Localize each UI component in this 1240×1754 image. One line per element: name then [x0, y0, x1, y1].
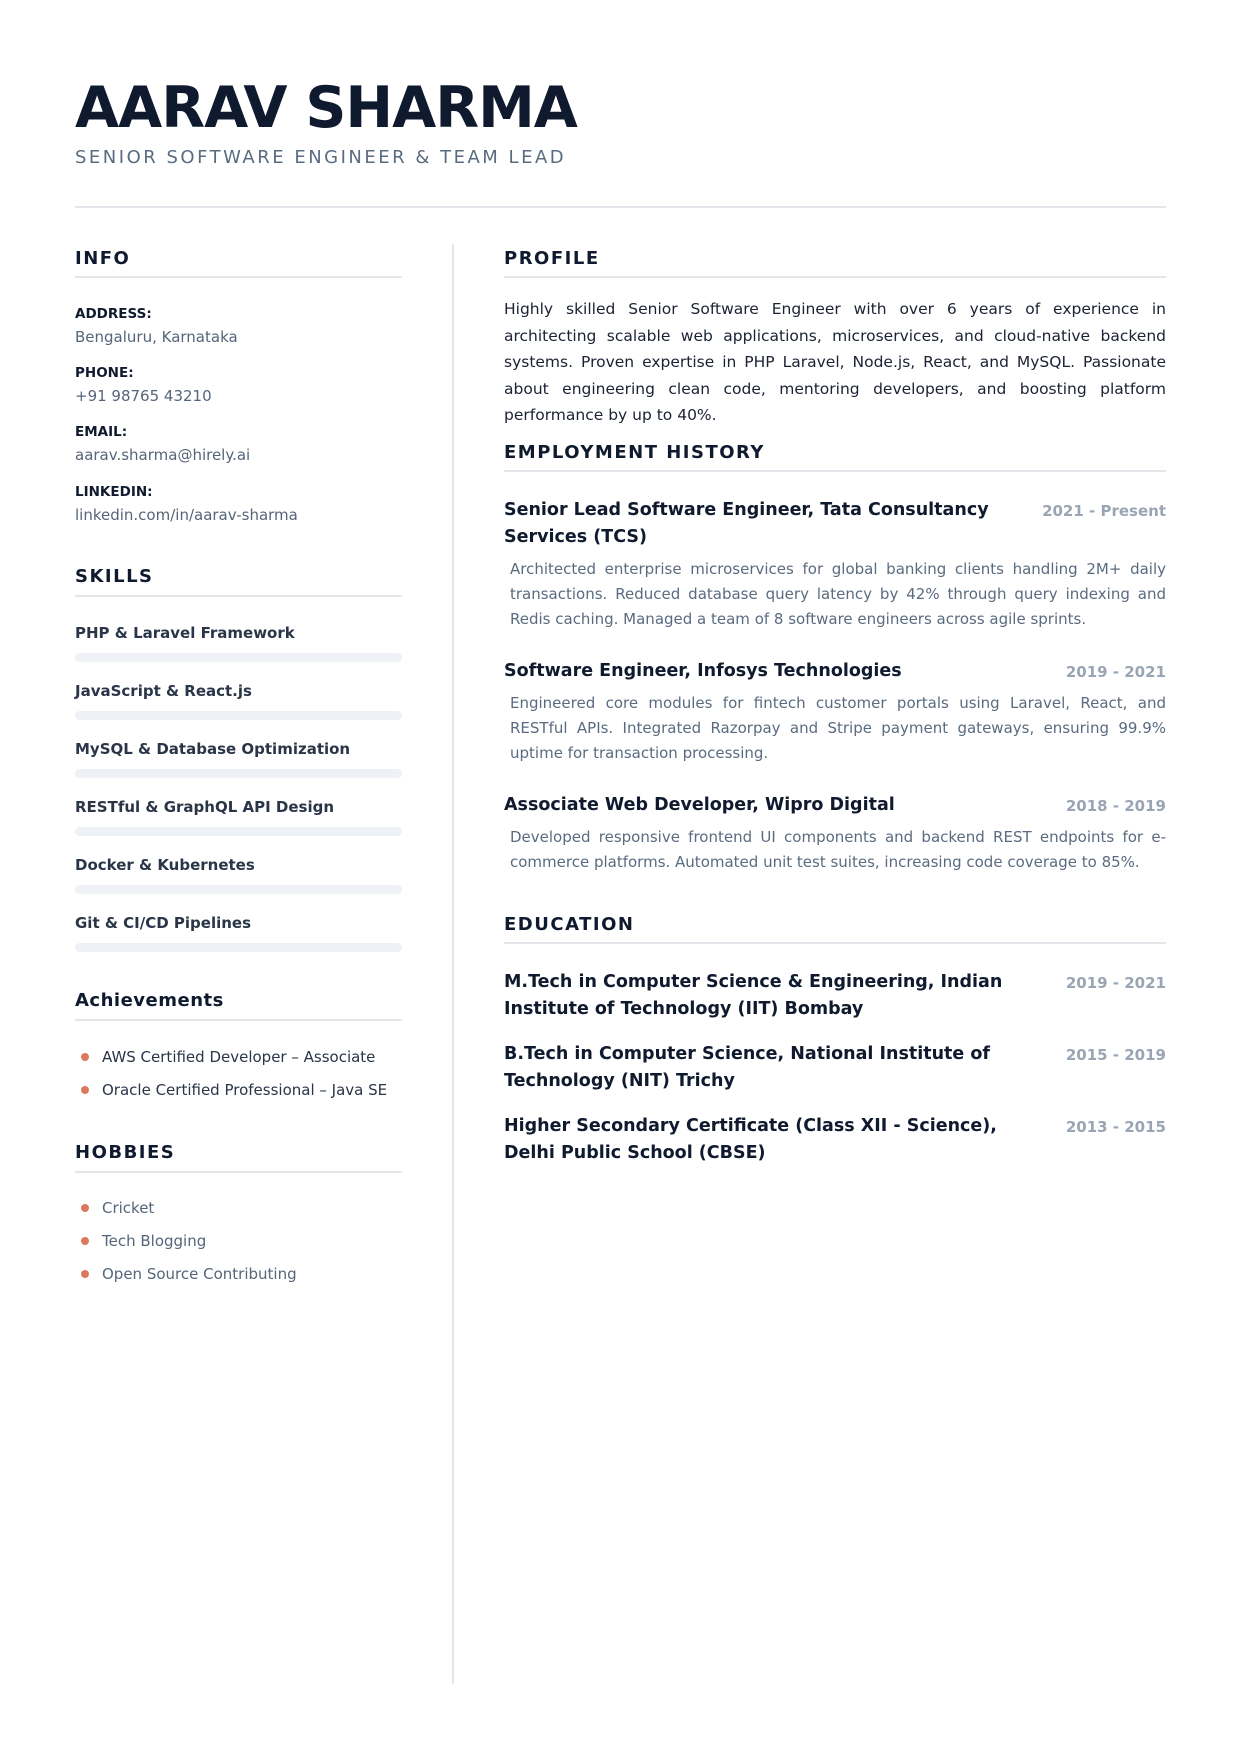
- hobbies-heading-rule: [75, 1171, 402, 1173]
- skill-bar: [75, 827, 402, 836]
- list-item: [81, 1081, 387, 1099]
- job-title: Associate Web Developer, Wipro Digital: [504, 795, 895, 815]
- list-item: [81, 1232, 206, 1250]
- skill-bar: [75, 711, 402, 720]
- education-heading-rule: [504, 942, 1166, 944]
- bullet-dot-icon: [81, 1237, 89, 1245]
- achievements-heading: Achievements: [75, 990, 224, 1011]
- education-heading: EDUCATION: [504, 914, 635, 935]
- skills-heading: SKILLS: [75, 566, 154, 587]
- bullet-dot-icon: [81, 1086, 89, 1094]
- job-date: 2018 - 2019: [1065, 797, 1166, 815]
- skill-bar: [75, 653, 402, 662]
- skill-name: Git & CI/CD Pipelines: [75, 914, 252, 932]
- profile-summary: Highly skilled Senior Software Engineer with over 6 years of experience in architecting scalable web applications, microservices, and cloud-native backend systems. Proven expertise in PHP Laravel, Node.js, React, and MySQL. Passionate about engineering clean code, mentoring developers, and boosting platform performance by up to 40%.: [504, 300, 1166, 424]
- job-description: Engineered core modules for fintech customer portals using Laravel, React, and RESTful APIs. Integrated Razorpay and Stripe payment gateways, ensuring 99.9% uptime for transaction processing.: [510, 694, 1166, 762]
- header-divider: [75, 206, 1166, 208]
- job-date: 2021 - Present: [1042, 502, 1166, 520]
- candidate-title: SENIOR SOFTWARE ENGINEER & TEAM LEAD: [75, 147, 567, 168]
- phone-label: PHONE:: [75, 365, 134, 381]
- bullet-dot-icon: [81, 1270, 89, 1278]
- list-item: [81, 1265, 297, 1283]
- phone-value: +91 98765 43210: [75, 387, 212, 405]
- address-label: ADDRESS:: [75, 306, 152, 322]
- hobby-text: Tech Blogging: [102, 1232, 207, 1250]
- education-title: Higher Secondary Certificate (Class XII - Science), Delhi Public School (CBSE): [504, 1116, 997, 1163]
- job-date: 2019 - 2021: [1065, 663, 1166, 681]
- education-title: M.Tech in Computer Science & Engineering, Indian Institute of Technology (IIT) Bombay: [504, 972, 1003, 1019]
- linkedin-label: LINKEDIN:: [75, 484, 153, 500]
- hobbies-heading: HOBBIES: [75, 1142, 176, 1163]
- candidate-name: AARAV SHARMA: [75, 75, 577, 141]
- job-description: Developed responsive frontend UI components and backend REST endpoints for e-commerce platforms. Automated unit test suites, increasing code coverage to 85%.: [510, 828, 1166, 871]
- skill-bar: [75, 769, 402, 778]
- skill-name: JavaScript & React.js: [75, 682, 252, 700]
- linkedin-value: linkedin.com/in/aarav-sharma: [75, 506, 298, 524]
- achievement-text: AWS Certified Developer – Associate: [102, 1048, 376, 1066]
- info-heading: INFO: [75, 248, 131, 269]
- skill-name: PHP & Laravel Framework: [75, 624, 295, 642]
- profile-heading-rule: [504, 276, 1166, 278]
- education-date: 2019 - 2021: [1065, 974, 1166, 992]
- education-date: 2015 - 2019: [1065, 1046, 1166, 1064]
- achievement-text: Oracle Certified Professional – Java SE: [102, 1081, 388, 1099]
- profile-heading: PROFILE: [504, 248, 600, 269]
- hobby-text: Cricket: [102, 1199, 155, 1217]
- job-title: Senior Lead Software Engineer, Tata Consultancy Services (TCS): [504, 500, 989, 547]
- email-value: aarav.sharma@hirely.ai: [75, 446, 251, 464]
- education-title: B.Tech in Computer Science, National Institute of Technology (NIT) Trichy: [504, 1044, 991, 1091]
- job-description: Architected enterprise microservices for global banking clients handling 2M+ daily transactions. Reduced database query latency by 42% through query indexing and Redis caching. Managed a team of 8 software engineers across agile sprints.: [510, 560, 1166, 628]
- hobby-text: Open Source Contributing: [102, 1265, 297, 1283]
- list-item: [81, 1199, 154, 1217]
- education-date: 2013 - 2015: [1065, 1118, 1166, 1136]
- job-title: Software Engineer, Infosys Technologies: [504, 661, 902, 681]
- bullet-dot-icon: [81, 1204, 89, 1212]
- info-heading-rule: [75, 276, 402, 278]
- employment-heading-rule: [504, 470, 1166, 472]
- achievements-heading-rule: [75, 1019, 402, 1021]
- employment-heading: EMPLOYMENT HISTORY: [504, 442, 765, 463]
- skill-name: MySQL & Database Optimization: [75, 740, 351, 758]
- skill-bar: [75, 885, 402, 894]
- address-value: Bengaluru, Karnataka: [75, 328, 238, 346]
- skill-name: Docker & Kubernetes: [75, 856, 255, 874]
- skill-bar: [75, 943, 402, 952]
- email-label: EMAIL:: [75, 424, 128, 440]
- column-divider: [452, 244, 454, 1684]
- skills-heading-rule: [75, 595, 402, 597]
- list-item: [81, 1048, 375, 1066]
- bullet-dot-icon: [81, 1053, 89, 1061]
- skill-name: RESTful & GraphQL API Design: [75, 798, 334, 816]
